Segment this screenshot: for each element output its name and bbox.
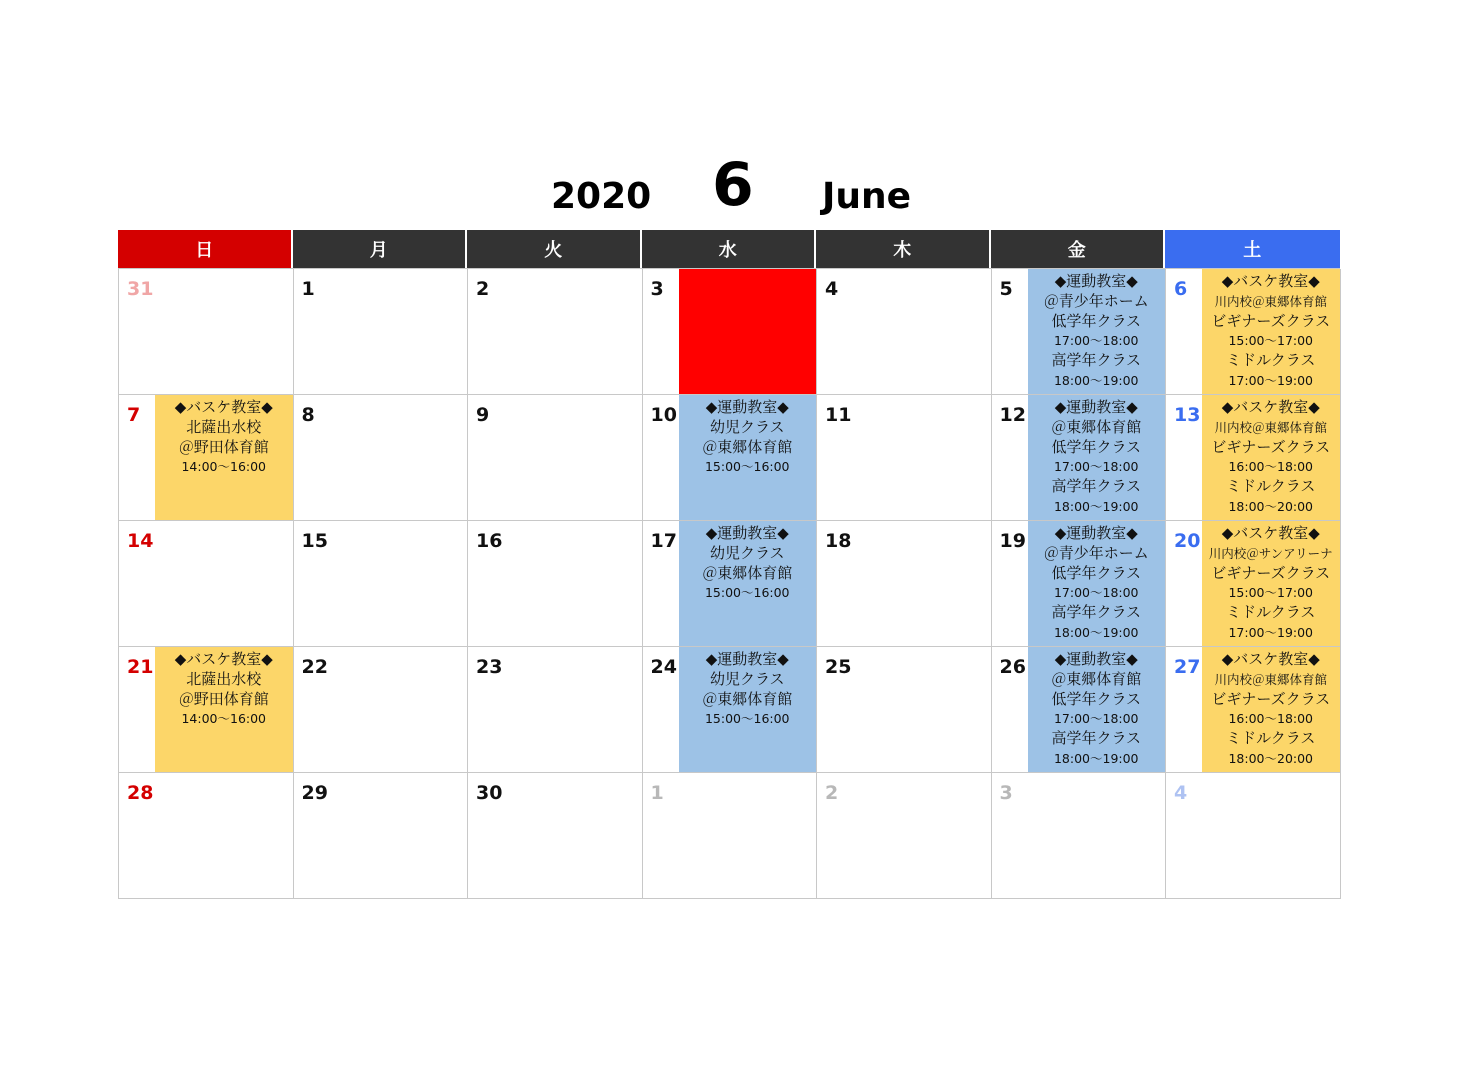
weekday-wed: 水: [642, 230, 817, 268]
event-line: 17:00～19:00: [1228, 624, 1314, 640]
day-cell[interactable]: [992, 773, 1167, 899]
event-line: ◆バスケ教室◆: [174, 650, 273, 668]
event-block[interactable]: [1202, 521, 1340, 646]
event-line: 18:00～19:00: [1053, 498, 1139, 514]
day-cell[interactable]: [1166, 395, 1341, 521]
day-cell[interactable]: [294, 647, 469, 773]
day-cell[interactable]: [992, 647, 1167, 773]
day-cell[interactable]: [119, 647, 294, 773]
day-cell[interactable]: [294, 521, 469, 647]
event-line: ◆バスケ教室◆: [1221, 524, 1320, 542]
week-row: [119, 773, 1340, 899]
event-block[interactable]: [1028, 647, 1166, 772]
day-number: 2: [476, 278, 490, 300]
event-line: 15:00～16:00: [704, 711, 790, 727]
day-number: 1: [650, 782, 664, 804]
event-line: ＠野田体育館: [178, 437, 269, 456]
event-line: ◆バスケ教室◆: [174, 398, 273, 416]
event-line: 川内校＠東郷体育館: [1214, 293, 1327, 309]
day-cell[interactable]: [1166, 269, 1341, 395]
day-number: 26: [999, 656, 1026, 678]
day-cell[interactable]: [1166, 773, 1341, 899]
event-line: 18:00～20:00: [1228, 750, 1314, 766]
week-row: [119, 647, 1340, 773]
event-block[interactable]: [1028, 395, 1166, 520]
event-line: 幼児クラス: [709, 417, 785, 436]
event-line: ◆運動教室◆: [705, 650, 789, 668]
day-number: 19: [999, 530, 1026, 552]
day-number: 29: [301, 782, 328, 804]
weekday-sat: 土: [1165, 230, 1340, 268]
event-line: ビギナーズクラス: [1211, 437, 1331, 456]
event-block[interactable]: [1028, 521, 1166, 646]
weekday-tue: 火: [467, 230, 642, 268]
event-line: 北薩出水校: [186, 669, 262, 688]
event-line: ＠青少年ホーム: [1043, 291, 1149, 310]
event-line: ＠東郷体育館: [702, 563, 793, 582]
week-row: [119, 395, 1340, 521]
day-number: 9: [476, 404, 490, 426]
event-line: 高学年クラス: [1051, 603, 1142, 622]
day-number: 20: [1174, 530, 1201, 552]
event-block[interactable]: [679, 521, 817, 646]
event-line: 14:00～16:00: [181, 459, 267, 475]
day-cell[interactable]: [817, 773, 992, 899]
day-number: 25: [825, 656, 852, 678]
event-line: ビギナーズクラス: [1211, 311, 1331, 330]
day-cell[interactable]: [468, 269, 643, 395]
event-line: 17:00～18:00: [1053, 585, 1139, 601]
event-block[interactable]: [155, 647, 293, 772]
event-line: 17:00～18:00: [1053, 459, 1139, 475]
event-line: ◆運動教室◆: [1054, 524, 1138, 542]
week-row: [119, 269, 1340, 395]
event-block[interactable]: [679, 269, 817, 394]
day-number: 28: [127, 782, 154, 804]
event-line: 17:00～19:00: [1228, 372, 1314, 388]
day-cell[interactable]: [817, 647, 992, 773]
day-number: 13: [1174, 404, 1201, 426]
event-line: ビギナーズクラス: [1211, 689, 1331, 708]
title-year: 2020: [551, 176, 652, 217]
event-line: 幼児クラス: [709, 543, 785, 562]
day-cell[interactable]: [294, 269, 469, 395]
event-line: 18:00～19:00: [1053, 372, 1139, 388]
event-line: 15:00～17:00: [1228, 585, 1314, 601]
day-number: 11: [825, 404, 852, 426]
day-cell[interactable]: [294, 773, 469, 899]
event-line: ◆運動教室◆: [1054, 398, 1138, 416]
day-number: 21: [127, 656, 154, 678]
day-cell[interactable]: [294, 395, 469, 521]
event-line: 14:00～16:00: [181, 711, 267, 727]
event-line: ◆バスケ教室◆: [1221, 398, 1320, 416]
event-line: ＠東郷体育館: [702, 689, 793, 708]
day-number: 23: [476, 656, 503, 678]
day-cell[interactable]: [817, 521, 992, 647]
event-line: ◆運動教室◆: [1054, 650, 1138, 668]
event-line: 低学年クラス: [1051, 311, 1142, 330]
event-line: 18:00～19:00: [1053, 750, 1139, 766]
event-block[interactable]: [679, 395, 817, 520]
day-cell[interactable]: [817, 269, 992, 395]
event-line: ＠東郷体育館: [1051, 417, 1142, 436]
day-number: 3: [650, 278, 664, 300]
event-line: 15:00～16:00: [704, 459, 790, 475]
day-number: 14: [127, 530, 154, 552]
day-number: 31: [127, 278, 154, 300]
day-cell[interactable]: [992, 269, 1167, 395]
event-line: 15:00～16:00: [704, 585, 790, 601]
day-cell[interactable]: [468, 395, 643, 521]
weekday-thu: 木: [816, 230, 991, 268]
day-number: 10: [650, 404, 677, 426]
day-cell[interactable]: [643, 395, 818, 521]
calendar-grid: [118, 268, 1340, 899]
day-cell[interactable]: [119, 773, 294, 899]
event-block[interactable]: [1202, 395, 1340, 520]
event-line: 17:00～18:00: [1053, 333, 1139, 349]
day-number: 18: [825, 530, 852, 552]
event-line: ミドルクラス: [1226, 729, 1316, 748]
event-line: 16:00～18:00: [1228, 711, 1314, 727]
day-number: 15: [301, 530, 328, 552]
event-line: 川内校＠東郷体育館: [1214, 419, 1327, 435]
weekday-sun: 日: [118, 230, 293, 268]
event-line: 川内校＠サンアリーナ: [1208, 545, 1333, 561]
day-number: 8: [301, 404, 315, 426]
event-line: 17:00～18:00: [1053, 711, 1139, 727]
event-line: 低学年クラス: [1051, 689, 1142, 708]
day-number: 6: [1174, 278, 1188, 300]
title-month-name: June: [822, 176, 912, 217]
day-number: 30: [476, 782, 503, 804]
event-line: ＠野田体育館: [178, 689, 269, 708]
day-number: 17: [650, 530, 677, 552]
day-cell[interactable]: [468, 521, 643, 647]
event-line: ◆運動教室◆: [1054, 272, 1138, 290]
day-cell[interactable]: [1166, 521, 1341, 647]
day-cell[interactable]: [643, 773, 818, 899]
event-block[interactable]: [1202, 647, 1340, 772]
day-number: 2: [825, 782, 839, 804]
week-row: [119, 521, 1340, 647]
event-block[interactable]: [155, 395, 293, 520]
day-number: 12: [999, 404, 1026, 426]
day-cell[interactable]: [468, 773, 643, 899]
day-cell[interactable]: [643, 521, 818, 647]
event-line: ◆バスケ教室◆: [1221, 272, 1320, 290]
event-line: 低学年クラス: [1051, 437, 1142, 456]
day-number: 22: [301, 656, 328, 678]
day-number: 24: [650, 656, 677, 678]
day-cell[interactable]: [992, 395, 1167, 521]
day-number: 1: [301, 278, 315, 300]
weekday-mon: 月: [293, 230, 468, 268]
event-line: ビギナーズクラス: [1211, 563, 1331, 582]
event-line: 低学年クラス: [1051, 563, 1142, 582]
event-line: ＠青少年ホーム: [1043, 543, 1149, 562]
event-line: 高学年クラス: [1051, 477, 1142, 496]
event-line: ミドルクラス: [1226, 351, 1316, 370]
day-number: 16: [476, 530, 503, 552]
event-line: ◆運動教室◆: [705, 524, 789, 542]
event-line: 18:00～20:00: [1228, 498, 1314, 514]
event-line: 川内校＠東郷体育館: [1214, 671, 1327, 687]
event-line: 北薩出水校: [186, 417, 262, 436]
day-number: 5: [999, 278, 1013, 300]
event-line: ミドルクラス: [1226, 603, 1316, 622]
day-cell[interactable]: [643, 269, 818, 395]
day-cell[interactable]: [119, 521, 294, 647]
event-line: ＠東郷体育館: [1051, 669, 1142, 688]
day-cell[interactable]: [643, 647, 818, 773]
day-number: 4: [1174, 782, 1188, 804]
event-line: ＠東郷体育館: [702, 437, 793, 456]
day-cell[interactable]: [119, 395, 294, 521]
event-line: 高学年クラス: [1051, 351, 1142, 370]
day-number: 7: [127, 404, 141, 426]
day-cell[interactable]: [119, 269, 294, 395]
event-line: ◆運動教室◆: [705, 398, 789, 416]
day-cell[interactable]: [468, 647, 643, 773]
title-month: 6: [712, 150, 754, 220]
day-cell[interactable]: [817, 395, 992, 521]
weekday-header: [118, 230, 1340, 268]
event-line: 高学年クラス: [1051, 729, 1142, 748]
day-number: 27: [1174, 656, 1201, 678]
event-block[interactable]: [679, 647, 817, 772]
day-number: 4: [825, 278, 839, 300]
calendar-title: [0, 150, 1470, 230]
event-line: 幼児クラス: [709, 669, 785, 688]
event-block[interactable]: [1028, 269, 1166, 394]
day-cell[interactable]: [1166, 647, 1341, 773]
event-block[interactable]: [1202, 269, 1340, 394]
event-line: 18:00～19:00: [1053, 624, 1139, 640]
day-number: 3: [999, 782, 1013, 804]
event-line: 16:00～18:00: [1228, 459, 1314, 475]
weekday-fri: 金: [991, 230, 1166, 268]
event-line: ◆バスケ教室◆: [1221, 650, 1320, 668]
event-line: 15:00～17:00: [1228, 333, 1314, 349]
event-line: ミドルクラス: [1226, 477, 1316, 496]
calendar: [118, 230, 1340, 899]
day-cell[interactable]: [992, 521, 1167, 647]
